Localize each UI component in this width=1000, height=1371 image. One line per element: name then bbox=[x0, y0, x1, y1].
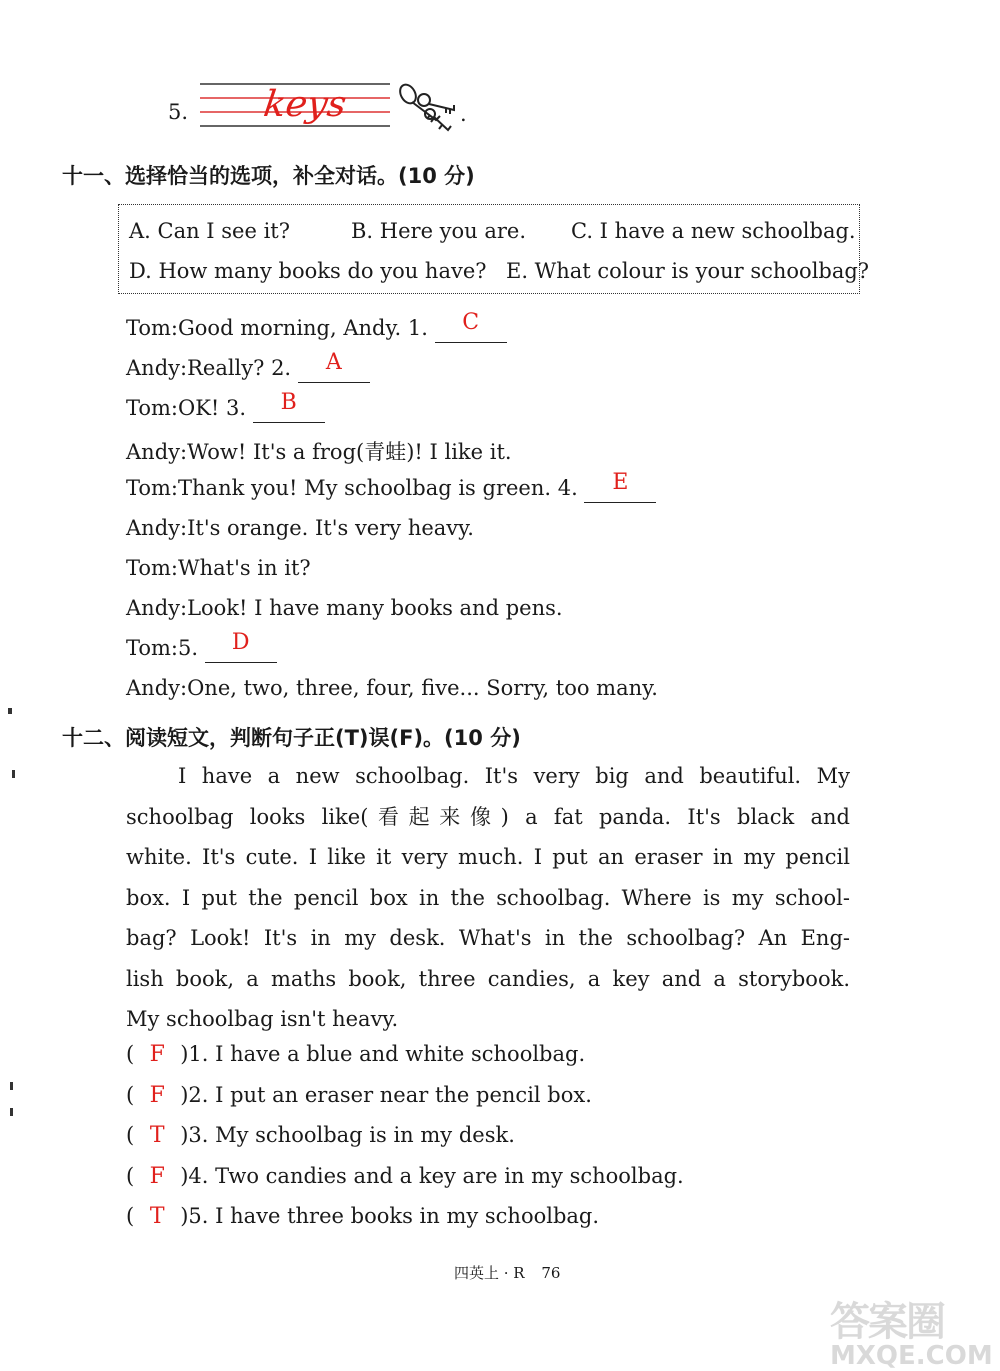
book-code: 四英上 · R bbox=[454, 1264, 525, 1282]
dialogue-line: Tom:Good morning, Andy. 1. C bbox=[126, 316, 507, 343]
statement-answer: F bbox=[149, 1042, 165, 1067]
dialogue-line: Tom:5. D bbox=[126, 636, 277, 663]
option-c: C. I have a new schoolbag. bbox=[571, 219, 856, 243]
passage-line: bag? Look! It's in my desk. What's in the schoolbag? An Eng- bbox=[126, 926, 850, 950]
page-number: 76 bbox=[541, 1264, 561, 1282]
answer-blank: E bbox=[584, 476, 656, 503]
dialogue-line: Andy:Really? 2. A bbox=[126, 356, 370, 383]
keys-icon bbox=[396, 80, 466, 138]
statement-answer: F bbox=[149, 1164, 165, 1189]
section-12-title: 十二、阅读短文，判断句子正(T)误(F)。(10 分) bbox=[62, 726, 521, 750]
reading-passage bbox=[126, 756, 850, 1040]
passage-line: box. I put the pencil box in the schoolbag. Where is my school- bbox=[126, 885, 850, 910]
statement: ( T )5. I have three books in my schoolbag. bbox=[126, 1204, 600, 1229]
answer-blank: D bbox=[205, 636, 277, 663]
answer-blank: A bbox=[298, 356, 370, 383]
answer-blank: C bbox=[435, 316, 507, 343]
dialogue-line: Andy:Wow! It's a frog(青蛙)! I like it. bbox=[126, 440, 512, 464]
item-5-number: 5. bbox=[168, 100, 189, 124]
statement: ( F )1. I have a blue and white schoolbag. bbox=[126, 1042, 586, 1067]
margin-mark bbox=[8, 708, 12, 714]
statement: ( T )3. My schoolbag is in my desk. bbox=[126, 1123, 515, 1148]
passage-line: I have a new schoolbag. It's very big and beautiful. My bbox=[178, 764, 850, 788]
option-b: B. Here you are. bbox=[351, 219, 527, 243]
dialogue-line: Tom:Thank you! My schoolbag is green. 4. E bbox=[126, 476, 656, 503]
option-a: A. Can I see it? bbox=[129, 219, 290, 243]
page-footer bbox=[454, 1262, 560, 1283]
watermark-url: MXQE.COM bbox=[830, 1341, 993, 1371]
margin-mark bbox=[10, 1108, 13, 1116]
passage-line: My schoolbag isn't heavy. bbox=[126, 1007, 399, 1031]
item-5-answer: keys bbox=[261, 84, 349, 125]
statement-answer: T bbox=[149, 1123, 165, 1148]
dialogue-line: Andy:One, two, three, four, five... Sorry, too many. bbox=[126, 676, 658, 700]
statement-answer: T bbox=[149, 1204, 165, 1229]
passage-line: lish book, a maths book, three candies, a key and a storybook. bbox=[126, 966, 850, 991]
item-5 bbox=[168, 100, 188, 124]
dialogue-line: Tom:OK! 3. B bbox=[126, 396, 325, 423]
dialogue-line: Andy:It's orange. It's very heavy. bbox=[126, 516, 474, 540]
statement: ( F )2. I put an eraser near the pencil box. bbox=[126, 1083, 592, 1108]
option-e: E. What colour is your schoolbag? bbox=[506, 259, 870, 283]
margin-mark bbox=[12, 770, 15, 778]
passage-line: schoolbag looks like(看起来像) a fat panda. It's black and bbox=[126, 804, 850, 829]
dialogue-line: Tom:What's in it? bbox=[126, 556, 311, 580]
section-11-title: 十一、选择恰当的选项，补全对话。(10 分) bbox=[62, 164, 475, 188]
passage-line: white. It's cute. I like it very much. I put an eraser in my pencil bbox=[126, 845, 850, 869]
answer-blank: B bbox=[253, 396, 325, 423]
option-d: D. How many books do you have? bbox=[129, 259, 487, 283]
dialogue-line: Andy:Look! I have many books and pens. bbox=[126, 596, 563, 620]
options-box bbox=[118, 204, 870, 294]
item-5-period: . bbox=[460, 102, 467, 126]
watermark bbox=[830, 1290, 993, 1371]
watermark-logo: 答案圈 bbox=[830, 1299, 944, 1345]
statement-answer: F bbox=[149, 1083, 165, 1108]
margin-mark bbox=[10, 1082, 13, 1090]
statement: ( F )4. Two candies and a key are in my schoolbag. bbox=[126, 1164, 684, 1189]
